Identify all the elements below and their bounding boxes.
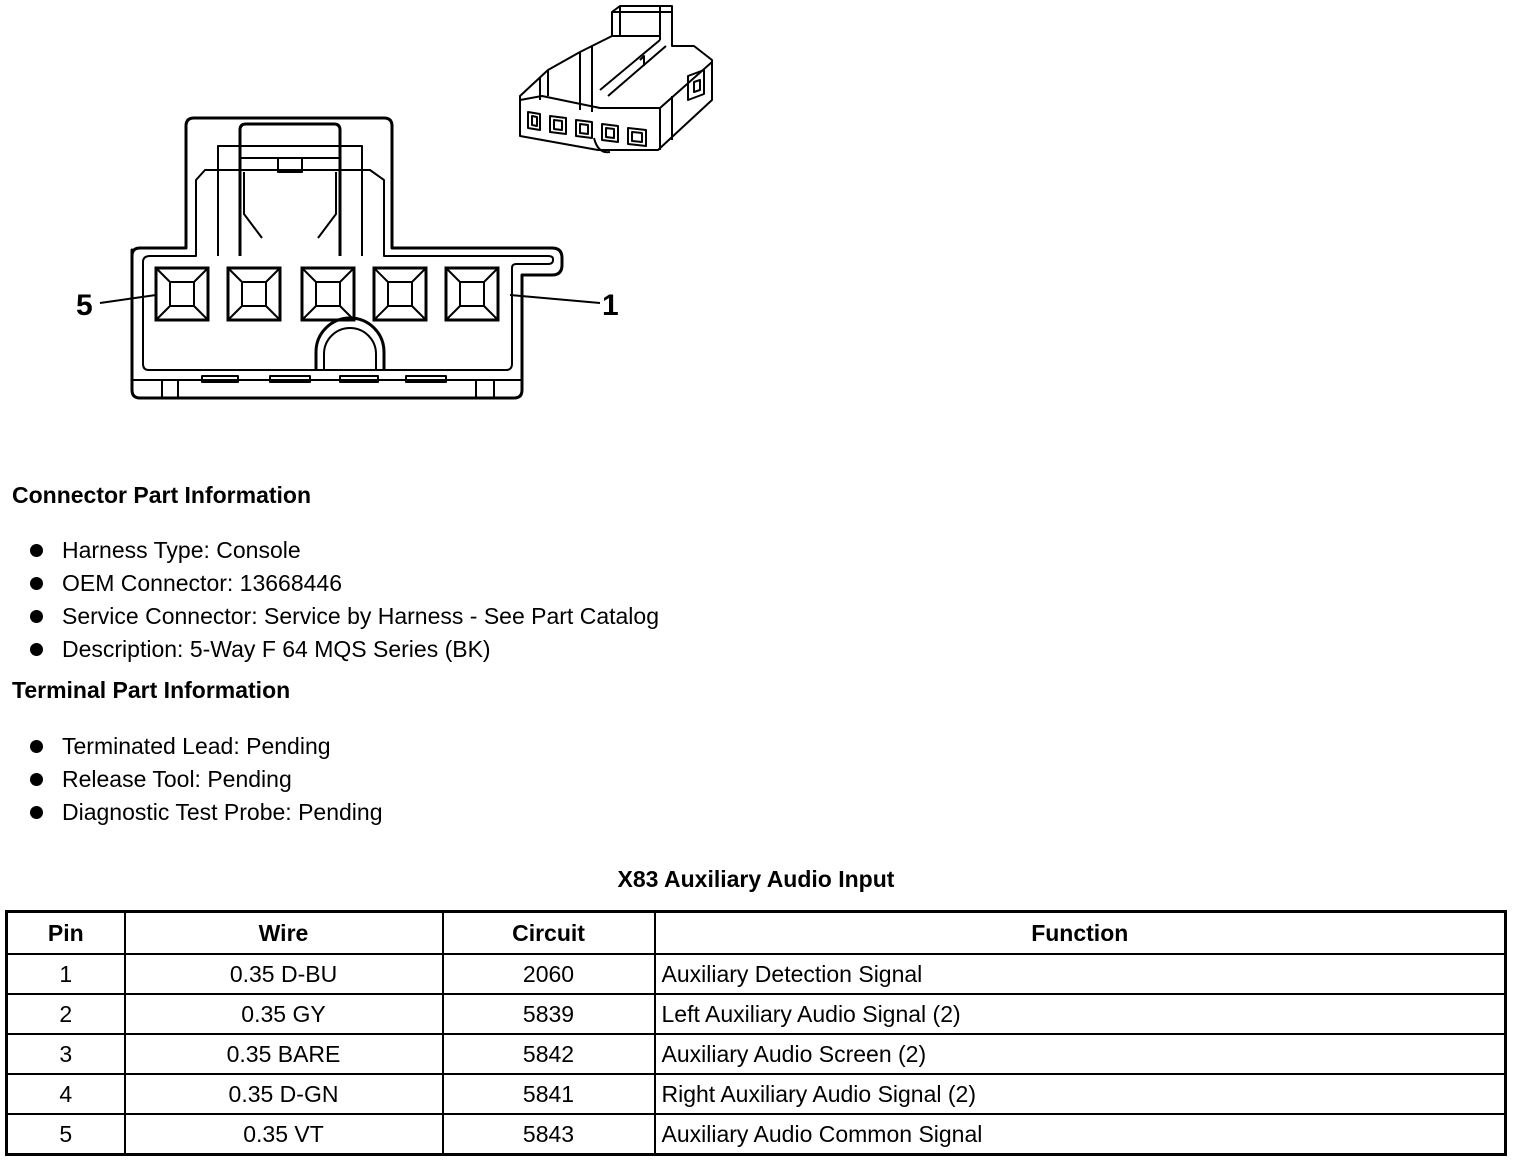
list-item-text: Description: 5-Way F 64 MQS Series (BK) [62, 636, 491, 662]
cavity-pin-1 [446, 268, 498, 320]
bullet-icon [30, 806, 43, 819]
terminal-part-information-list [0, 732, 383, 831]
list-item [0, 602, 659, 635]
bullet-icon [30, 773, 43, 786]
function-cell: Right Auxiliary Audio Signal (2) [655, 1074, 1506, 1114]
circuit-cell: 5839 [443, 994, 655, 1034]
list-item-text: Terminated Lead: Pending [62, 733, 331, 759]
cavity-pin-4 [228, 268, 280, 320]
function-cell: Left Auxiliary Audio Signal (2) [655, 994, 1506, 1034]
function-cell: Auxiliary Audio Screen (2) [655, 1034, 1506, 1074]
bullet-icon [30, 610, 43, 623]
wire-cell: 0.35 D-GN [125, 1074, 443, 1114]
bullet-icon [30, 577, 43, 590]
list-item-text: Release Tool: Pending [62, 766, 292, 792]
bullet-icon [30, 740, 43, 753]
pin-cell: 1 [7, 954, 125, 994]
list-item [0, 765, 383, 798]
table-row [7, 1114, 1506, 1155]
pin-table [5, 910, 1507, 1156]
cavity-pin-3 [302, 268, 354, 320]
circuit-cell: 5842 [443, 1034, 655, 1074]
wire-cell: 0.35 BARE [125, 1034, 443, 1074]
table-row [7, 994, 1506, 1034]
table-row [7, 954, 1506, 994]
wire-cell: 0.35 VT [125, 1114, 443, 1155]
circuit-cell: 5841 [443, 1074, 655, 1114]
pin-cell: 5 [7, 1114, 125, 1155]
connector-isometric-view [520, 6, 712, 152]
table-row [7, 1034, 1506, 1074]
circuit-cell: 2060 [443, 954, 655, 994]
list-item-text: Service Connector: Service by Harness - See Part Catalog [62, 603, 659, 629]
table-header-row [7, 912, 1506, 955]
leader-line-pin-5 [100, 295, 156, 303]
list-item [0, 732, 383, 765]
circuit-cell: 5843 [443, 1114, 655, 1155]
terminal-part-information-heading: Terminal Part Information [12, 677, 291, 703]
list-item-text: Harness Type: Console [62, 537, 301, 563]
cavity-pin-5 [156, 268, 208, 320]
pin-cell: 3 [7, 1034, 125, 1074]
list-item [0, 569, 659, 602]
table-title: X83 Auxiliary Audio Input [617, 866, 895, 892]
pin-label-left: 5 [76, 289, 93, 322]
list-item [0, 635, 659, 668]
wire-cell: 0.35 D-BU [125, 954, 443, 994]
pin-cell: 4 [7, 1074, 125, 1114]
function-cell: Auxiliary Detection Signal [655, 954, 1506, 994]
wire-cell: 0.35 GY [125, 994, 443, 1034]
connector-part-information-list [0, 536, 659, 668]
column-header-pin: Pin [7, 912, 125, 955]
bullet-icon [30, 544, 43, 557]
column-header-circuit: Circuit [443, 912, 655, 955]
list-item [0, 536, 659, 569]
list-item [0, 798, 383, 831]
connector-face-outline [132, 118, 562, 398]
table-row [7, 1074, 1506, 1114]
column-header-function: Function [655, 912, 1506, 955]
list-item-text: OEM Connector: 13668446 [62, 570, 343, 596]
pin-label-right: 1 [602, 289, 619, 322]
connector-part-information-heading: Connector Part Information [12, 482, 312, 508]
list-item-text: Diagnostic Test Probe: Pending [62, 799, 383, 825]
connector-diagram [0, 0, 760, 420]
function-cell: Auxiliary Audio Common Signal [655, 1114, 1506, 1155]
bullet-icon [30, 643, 43, 656]
column-header-wire: Wire [125, 912, 443, 955]
cavity-pin-2 [374, 268, 426, 320]
pin-cell: 2 [7, 994, 125, 1034]
